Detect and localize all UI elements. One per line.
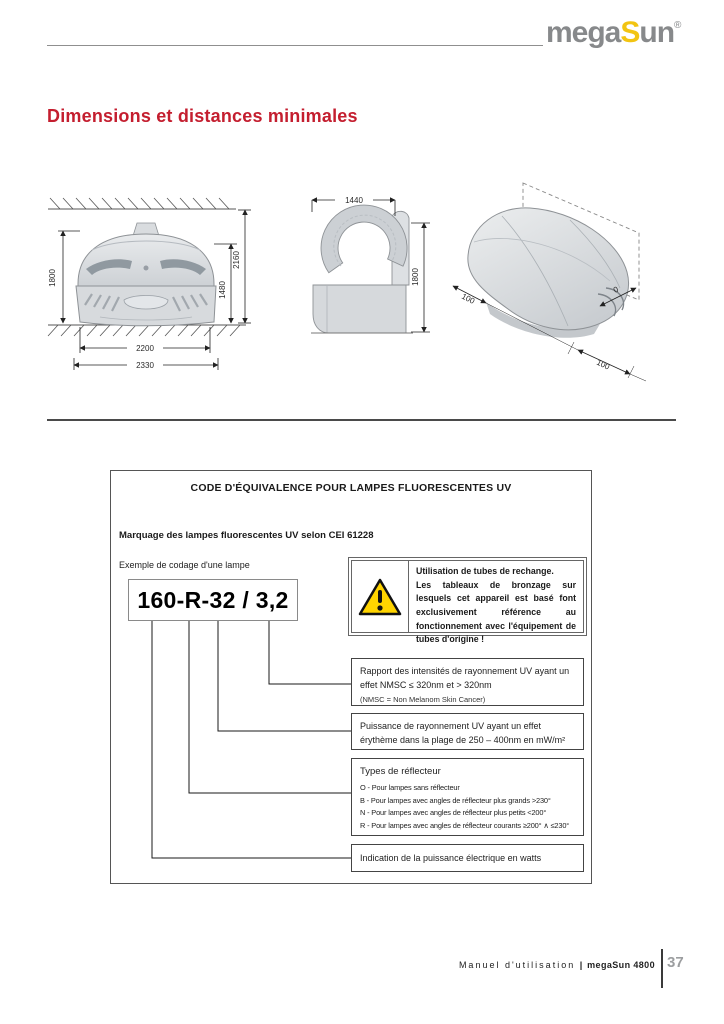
drawing-perspective-view — [450, 176, 690, 386]
dim-label-1800-side: 1800 — [411, 268, 420, 286]
warning-box — [348, 557, 587, 645]
power-text: Puissance de rayonnement UV ayant un effet érythème dans la plage de 250 – 400nm en mW/m² — [360, 721, 566, 746]
reflector-item-r: R - Pour lampes avec angles de réflecteur courants ≥200° ∧ ≤230° — [360, 820, 570, 830]
sunbed-side — [311, 205, 413, 333]
drawing-front-view — [40, 190, 260, 375]
lamp-code-box — [128, 579, 298, 621]
warning-body: Les tableaux de bronzage sur lesquels cet appareil est basé font exclusivement référence au fonctionnement avec l'équipement de tubes d'origine ! — [416, 579, 576, 645]
sunbed-perspective — [468, 208, 629, 338]
brand-prefix: mega — [546, 16, 621, 49]
drawing-side-view — [297, 186, 447, 341]
equivalence-box — [110, 470, 592, 884]
footer-manual-label: Manuel d'utilisation — [458, 960, 576, 970]
dim-label-2200: 2200 — [136, 344, 154, 353]
reflector-title: Types de réflecteur — [360, 766, 441, 777]
reflector-item-o: O - Pour lampes sans réflecteur — [360, 783, 460, 793]
footer-divider-line — [661, 949, 663, 988]
dim-label-1480: 1480 — [218, 281, 227, 299]
page-title: Dimensions et distances minimales — [47, 106, 358, 126]
ratio-note: (NMSC = Non Melanom Skin Cancer) — [360, 694, 486, 704]
explanation-box-reflector — [351, 758, 584, 836]
sunbed-front — [76, 223, 216, 326]
dim-label-100-rear: 100 — [595, 357, 612, 372]
footer-product: megaSun 4800 — [587, 960, 655, 970]
explanation-box-wattage — [351, 844, 584, 872]
wattage-text: Indication de la puissance électrique en watts — [360, 852, 542, 863]
warning-triangle-icon — [358, 577, 402, 617]
brand-suffix: un — [639, 16, 675, 49]
explanation-box-ratio — [351, 658, 584, 706]
dim-label-2160: 2160 — [232, 251, 241, 269]
footer-pipe: | — [579, 960, 583, 970]
ceiling-hatch — [48, 198, 236, 209]
ratio-text: Rapport des intensités de rayonnement UV ayant un effet NMSC ≤ 320nm et > 320nm — [360, 666, 570, 691]
warning-text-cell — [409, 561, 583, 645]
explanation-box-power — [351, 713, 584, 750]
warning-title: Utilisation de tubes de rechange. — [416, 566, 554, 576]
dim-label-0-wall: 0 — [611, 284, 620, 295]
header-rule — [47, 45, 543, 46]
equivalence-title: CODE D'ÉQUIVALENCE POUR LAMPES FLUORESCENTES UV — [190, 482, 512, 494]
reflector-item-n: N - Pour lampes avec angles de réflecteur plus petits <200° — [360, 808, 547, 818]
registered-mark: ® — [674, 20, 682, 31]
lamp-code: 160-R-32 / 3,2 — [137, 586, 289, 613]
section-divider — [47, 419, 676, 421]
brand-highlight: S — [620, 16, 640, 49]
footer — [459, 960, 655, 970]
brand-logo — [546, 18, 681, 48]
page-number: 37 — [667, 954, 684, 971]
example-label: Exemple de codage d'une lampe — [119, 560, 250, 570]
reflector-item-b: B - Pour lampes avec angles de réflecteur plus grands >230° — [360, 795, 551, 805]
dim-label-100-side: 100 — [460, 291, 477, 306]
warning-icon-cell — [352, 561, 409, 632]
marking-heading: Marquage des lampes fluorescentes UV selon CEI 61228 — [119, 530, 374, 541]
dim-label-1800: 1800 — [48, 269, 57, 287]
dim-label-2330: 2330 — [136, 361, 154, 370]
floor-hatch — [48, 325, 246, 336]
dim-label-1440: 1440 — [345, 196, 363, 205]
